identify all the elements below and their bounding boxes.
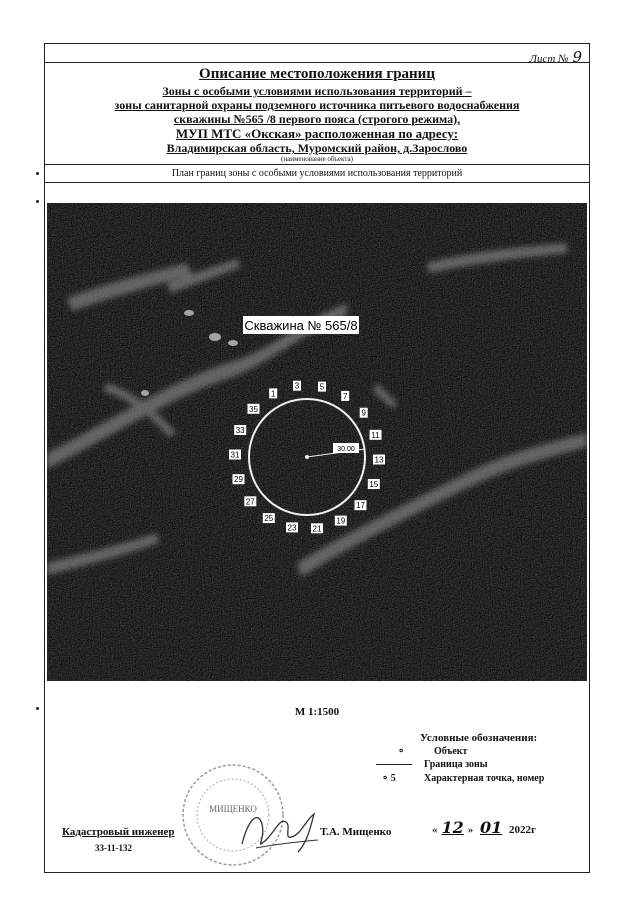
- divider: [44, 164, 590, 165]
- point-number: 29: [234, 475, 243, 485]
- certificate-number: 33-11-132: [95, 843, 132, 853]
- legend-label: Характерная точка, номер: [424, 773, 545, 784]
- title-line-2: зоны санитарной охраны подземного источника питьевого водоснабжения: [114, 98, 520, 112]
- point-number: 21: [312, 524, 322, 534]
- point-label: [244, 496, 256, 506]
- sheet-number-value: 9: [572, 48, 582, 66]
- point-label: [248, 404, 260, 414]
- point-label: [234, 425, 246, 435]
- point-number: 33: [235, 426, 245, 435]
- engineer-name: Т.А. Мищенко: [320, 826, 392, 838]
- title-line-5: Владимирская область, Муромский район, д.Зарослово: [166, 141, 468, 155]
- aerial-map: [47, 203, 587, 681]
- point-label: [229, 450, 241, 460]
- point-label: [269, 388, 277, 398]
- date-year: 2022г: [509, 824, 537, 836]
- point-number: 23: [287, 523, 297, 533]
- margin-mark: [36, 707, 39, 710]
- date-month: 01: [480, 818, 503, 837]
- document-title: Описание местоположения границ: [199, 66, 435, 82]
- point-label: [263, 513, 275, 523]
- object-symbol-icon: ∘: [398, 746, 405, 757]
- well-label: Скважина № 565/8: [244, 318, 358, 333]
- point-label: [370, 430, 382, 440]
- radius-label: 30.00: [337, 446, 355, 453]
- date-day: 12: [441, 818, 464, 837]
- point-number: 19: [336, 516, 346, 526]
- point-number: 7: [342, 391, 348, 401]
- legend-item-point: [382, 773, 544, 784]
- point-number: 3: [294, 381, 300, 391]
- radius-label-group: [333, 443, 359, 453]
- point-number: 31: [230, 450, 240, 460]
- point-label: [311, 523, 323, 533]
- legend-item-object: [398, 746, 467, 757]
- title-line-1: Зоны с особыми условиями использования территорий –: [162, 84, 472, 98]
- point-number: 35: [249, 404, 258, 414]
- sheet-label: Лист №: [529, 53, 569, 65]
- legend-label: Граница зоны: [424, 759, 488, 770]
- well-overlay: [47, 203, 587, 681]
- point-label: [318, 382, 326, 392]
- point-label: [373, 455, 385, 465]
- point-label: [355, 500, 367, 510]
- point-number: 25: [264, 514, 274, 524]
- boundary-line-icon: [376, 764, 412, 765]
- point-number: 1: [270, 389, 276, 399]
- plan-title: План границ зоны с особыми условиями использования территорий: [171, 168, 463, 179]
- point-label: [335, 516, 347, 526]
- point-label: [233, 474, 245, 484]
- well-label-group: [243, 316, 359, 334]
- legend-item-boundary: [376, 759, 488, 770]
- point-number: 27: [245, 497, 255, 507]
- date-quote-close: »: [467, 824, 474, 836]
- point-number: 5: [319, 382, 325, 392]
- object-caption: (наименование объекта): [281, 155, 353, 163]
- engineer-label: Кадастровый инженер: [62, 826, 175, 838]
- title-line-4: МУП МТС «Окская» расположенная по адресу:: [175, 126, 459, 141]
- date-quote-open: «: [432, 824, 438, 836]
- point-label: [293, 381, 301, 391]
- title-line-3: скважины №565 /8 первого пояса (строгого режима),: [173, 112, 461, 126]
- point-number: 11: [371, 430, 380, 440]
- divider: [44, 182, 590, 183]
- stamp-text: МИЩЕНКО: [209, 804, 257, 814]
- legend-label: Объект: [434, 746, 468, 757]
- point-label: [360, 408, 368, 418]
- point-label: [368, 479, 380, 489]
- legend-title: Условные обозначения:: [420, 732, 538, 744]
- point-label: [286, 522, 298, 532]
- point-number: 13: [374, 455, 384, 465]
- divider: [44, 62, 590, 63]
- point-label: [341, 391, 349, 401]
- point-number: 15: [369, 480, 379, 489]
- point-number: 17: [356, 501, 365, 511]
- signature: [236, 800, 322, 860]
- point-number: 9: [361, 408, 366, 418]
- margin-mark: [36, 200, 39, 203]
- point-symbol-icon: ∘ 5: [382, 773, 396, 784]
- margin-mark: [36, 172, 39, 175]
- scale-label: М 1:1500: [294, 706, 340, 718]
- signature-date: [432, 818, 536, 837]
- sheet-number: [470, 48, 582, 66]
